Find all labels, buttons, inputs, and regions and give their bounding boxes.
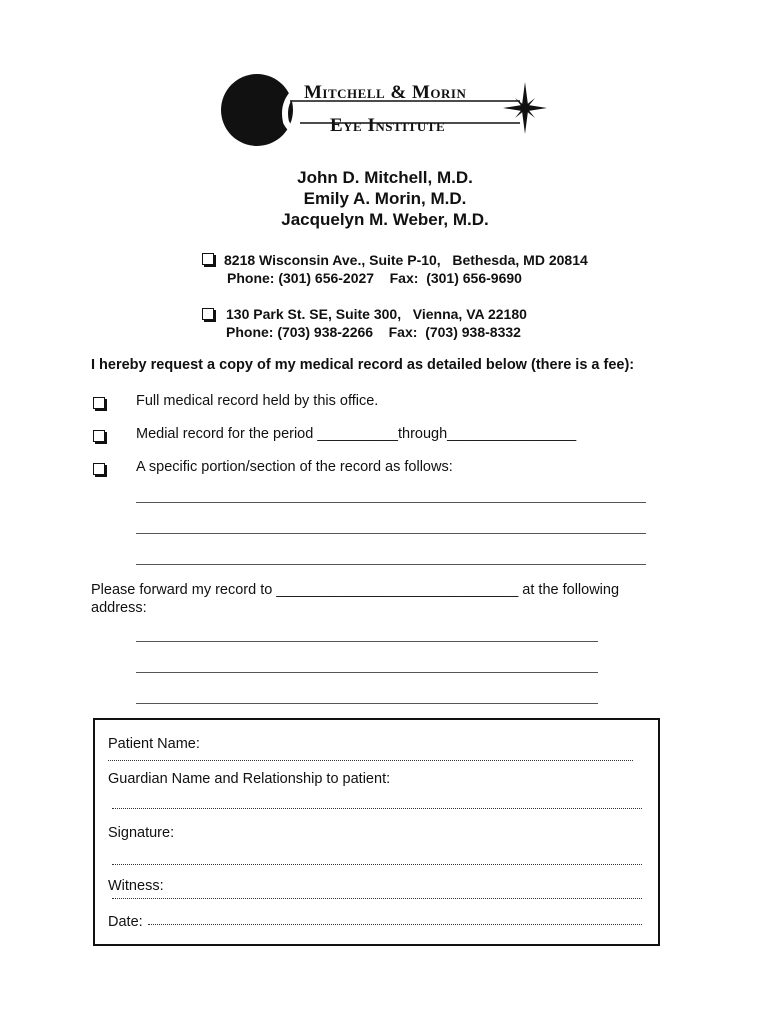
patient-name-field[interactable]	[108, 760, 633, 761]
option-checkbox[interactable]	[93, 463, 105, 475]
logo-name: Mitchell & Morin	[304, 82, 467, 103]
request-heading: I hereby request a copy of my medical record as detailed below (there is a fee):	[91, 357, 635, 373]
guardian-label: Guardian Name and Relationship to patient:	[108, 771, 391, 787]
checkbox-icon	[202, 253, 214, 265]
logo-subtitle: Eye Institute	[330, 115, 446, 136]
witness-label: Witness:	[108, 878, 164, 894]
signature-box	[93, 718, 660, 946]
option-specific-section: A specific portion/section of the record as follows:	[136, 459, 453, 475]
signature-field[interactable]	[112, 864, 642, 865]
guardian-field[interactable]	[112, 808, 642, 809]
doctor-name: Emily A. Morin, M.D.	[303, 189, 467, 208]
patient-name-label: Patient Name:	[108, 736, 200, 752]
section-line[interactable]	[136, 502, 646, 503]
location-bethesda	[224, 251, 588, 287]
witness-field[interactable]	[112, 898, 642, 899]
date-label: Date:	[108, 914, 143, 930]
section-line[interactable]	[136, 533, 646, 534]
address-line[interactable]	[136, 672, 598, 673]
address-line[interactable]	[136, 641, 598, 642]
option-checkbox[interactable]	[93, 430, 105, 442]
forward-text: Please forward my record to ______________________________ at the following address:	[91, 582, 620, 616]
checkbox-icon	[202, 308, 214, 320]
option-period-record: Medial record for the period __________through________________	[136, 426, 577, 442]
doctor-name: Jacquelyn M. Weber, M.D.	[281, 210, 489, 229]
location-address: 130 Park St. SE, Suite 300, Vienna, VA 22180	[226, 306, 527, 322]
location-phones: Phone: (301) 656-2027 Fax: (301) 656-9690	[227, 270, 522, 286]
date-field[interactable]	[148, 924, 642, 925]
option-checkbox[interactable]	[93, 397, 105, 409]
signature-label: Signature:	[108, 825, 175, 841]
address-line[interactable]	[136, 703, 598, 704]
location-vienna	[226, 305, 527, 341]
section-line[interactable]	[136, 564, 646, 565]
option-full-record: Full medical record held by this office.	[136, 393, 379, 409]
location-address: 8218 Wisconsin Ave., Suite P-10, Bethesda, MD 20814	[224, 252, 588, 268]
location-phones: Phone: (703) 938-2266 Fax: (703) 938-8332	[226, 324, 521, 340]
doctor-name: John D. Mitchell, M.D.	[297, 168, 473, 187]
